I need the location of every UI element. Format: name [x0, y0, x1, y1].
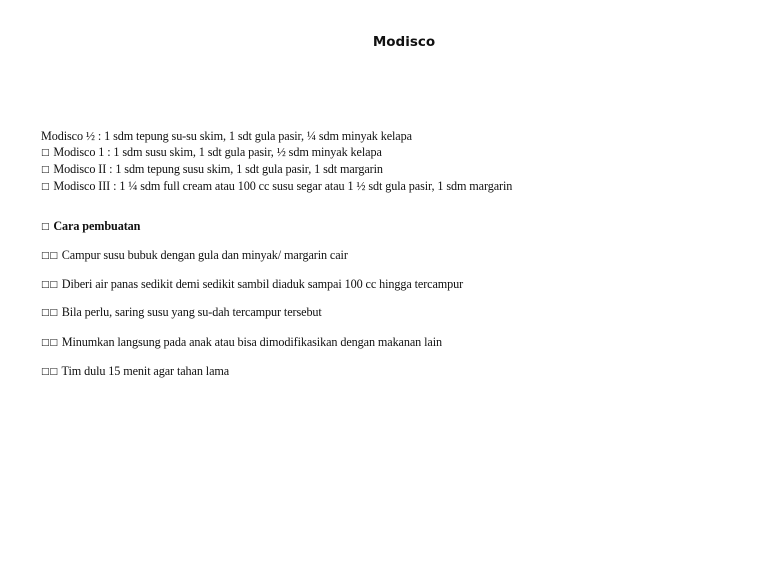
step-text: Diberi air panas sedikit demi sedikit sambil diaduk sampai 100 cc hingga tercampur: [61, 277, 464, 291]
method-heading-text: Cara pembuatan: [53, 219, 141, 233]
step-item: [41, 247, 741, 264]
step-text: Bila perlu, saring susu yang su-dah tercampur tersebut: [61, 305, 322, 319]
page-title: Modisco: [372, 34, 436, 50]
variant-list: [41, 128, 741, 195]
step-item: [41, 334, 741, 351]
variant-text: Modisco 1 : 1 sdm susu skim, 1 sdt gula pasir, ½ sdm minyak kelapa: [53, 145, 382, 159]
method-heading: [41, 218, 741, 235]
variant-text: Modisco ½ : 1 sdm tepung su-su skim, 1 sdt gula pasir, ¼ sdm minyak kelapa: [41, 129, 412, 143]
variant-text: Modisco II : 1 sdm tepung susu skim, 1 sdt gula pasir, 1 sdt margarin: [53, 162, 383, 176]
square-bullet-icon: □: [41, 165, 50, 175]
step-text: Tim dulu 15 menit agar tahan lama: [61, 364, 230, 378]
square-bullet-icon: □□: [41, 338, 58, 348]
step-text: Campur susu bubuk dengan gula dan minyak/ margarin cair: [61, 248, 348, 262]
variant-item: [41, 178, 741, 195]
square-bullet-icon: □□: [41, 251, 58, 261]
square-bullet-icon: □: [41, 182, 50, 192]
square-bullet-icon: □□: [41, 367, 58, 377]
variant-item: [41, 144, 741, 161]
variant-text: Modisco III : 1 ¼ sdm full cream atau 100 cc susu segar atau 1 ½ sdt gula pasir, 1 sdm margarin: [53, 179, 513, 193]
variant-item: [41, 161, 741, 178]
step-text: Minumkan langsung pada anak atau bisa dimodifikasikan dengan makanan lain: [61, 335, 442, 349]
step-item: [41, 363, 741, 380]
step-item: [41, 304, 741, 321]
square-bullet-icon: □: [41, 148, 50, 158]
step-item: [41, 276, 741, 293]
square-bullet-icon: □□: [41, 308, 58, 318]
variant-item: [41, 128, 741, 144]
square-bullet-icon: □□: [41, 280, 58, 290]
square-bullet-icon: □: [41, 222, 50, 232]
